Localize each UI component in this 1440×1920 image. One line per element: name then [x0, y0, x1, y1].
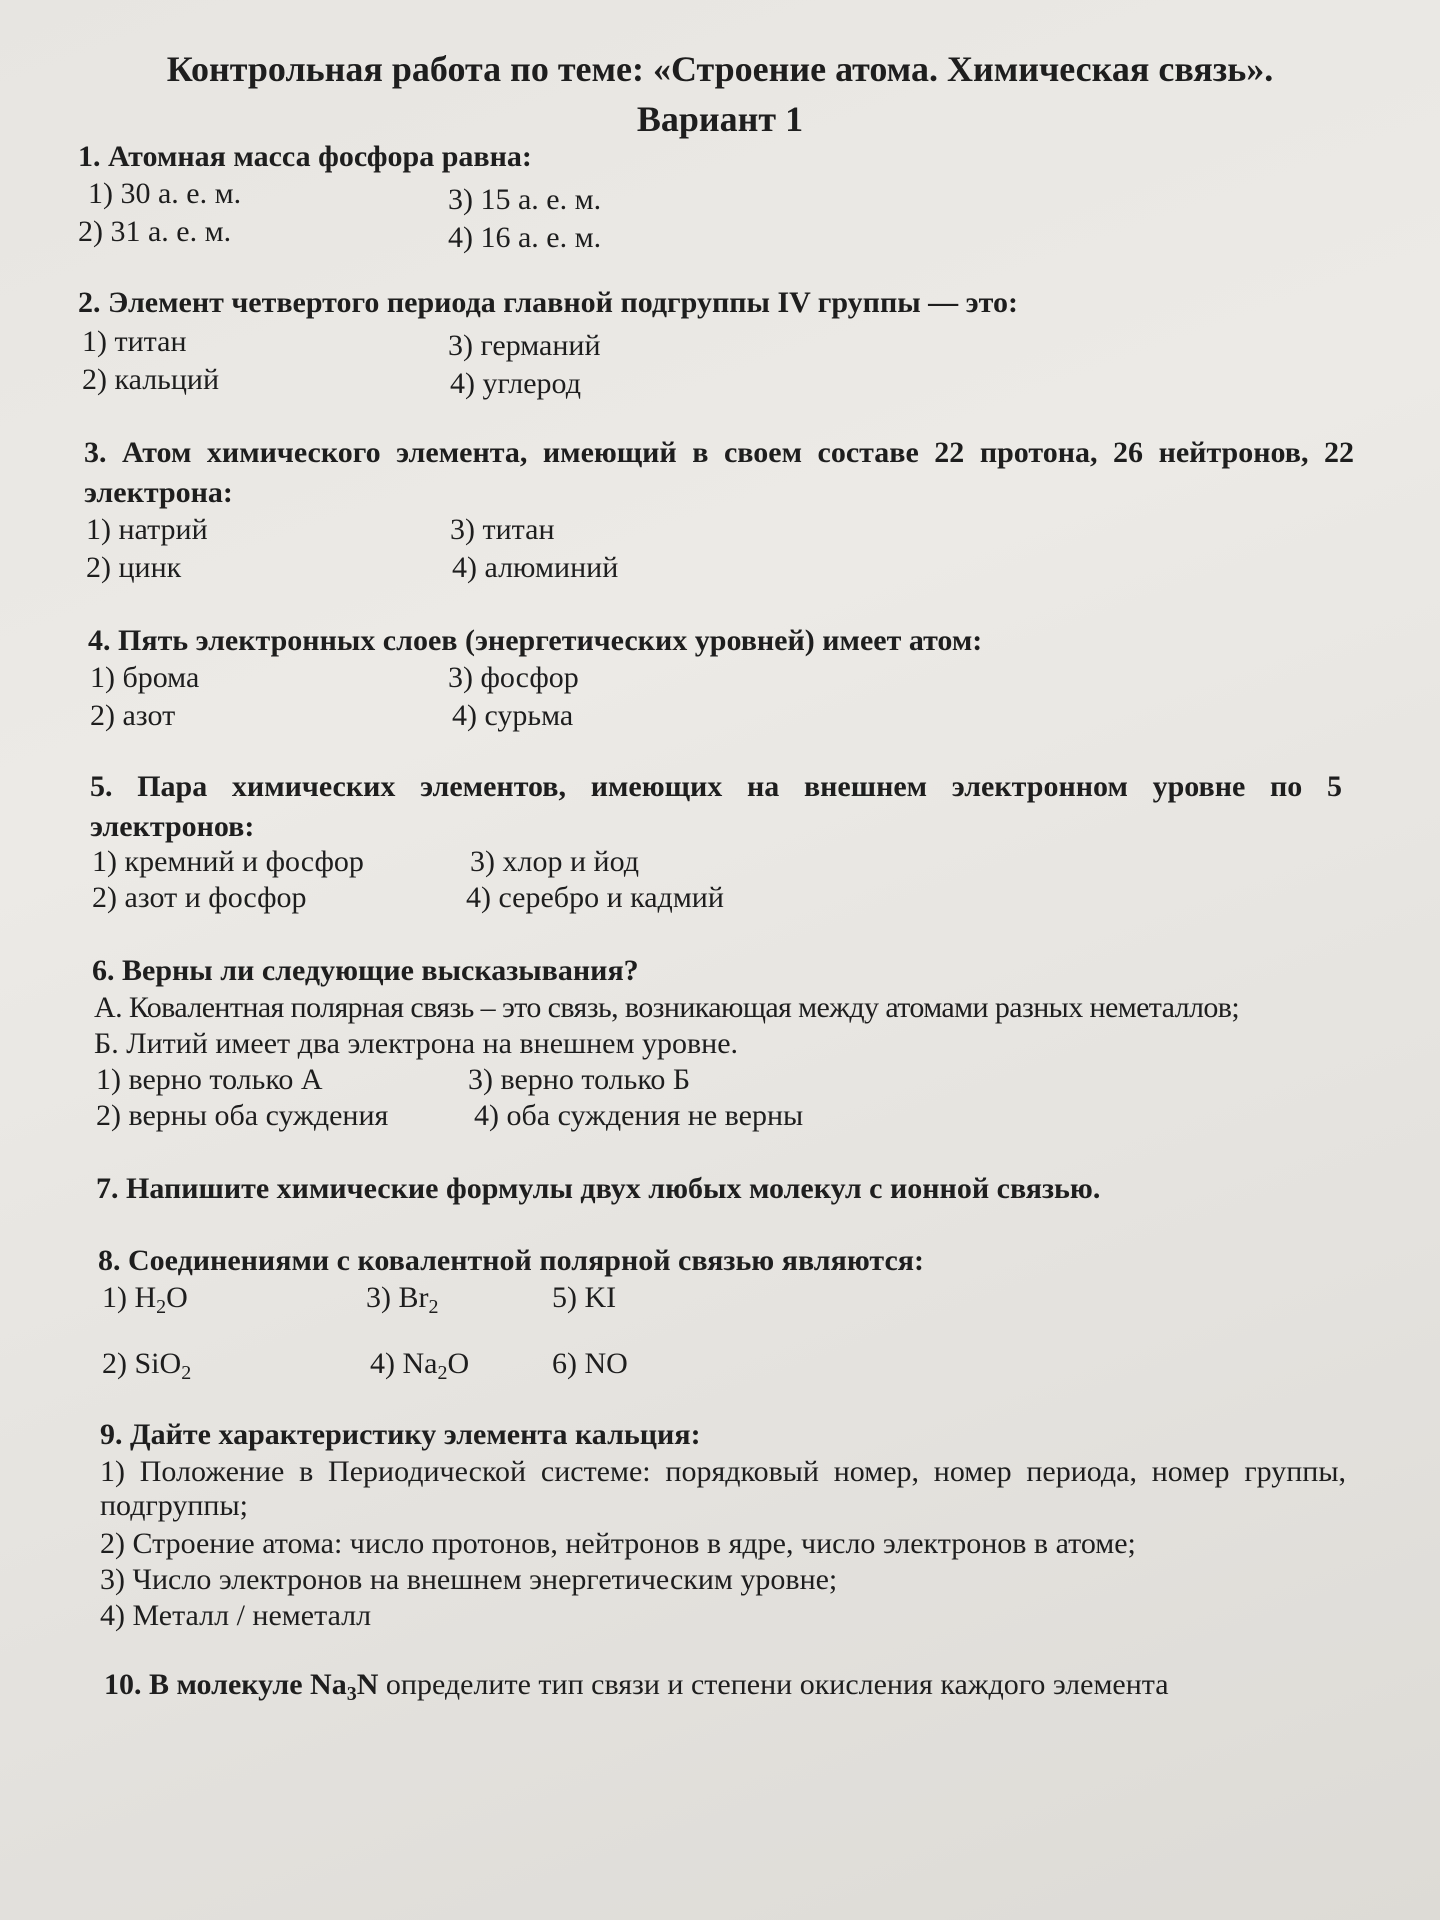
q3-option-3: 3) титан	[450, 513, 555, 546]
q8-option-2-subscript: 2	[181, 1362, 192, 1384]
question-5-line-1: 5. Пара химических элементов, имеющих на внешнем электронном уровне по 5	[90, 770, 1342, 803]
q8-option-2-prefix: 2) SiO	[102, 1347, 182, 1380]
q3-option-1: 1) натрий	[86, 513, 208, 546]
q8-option-4-prefix: 4) Na	[370, 1347, 438, 1380]
q9-item-1-line-2: подгруппы;	[100, 1489, 248, 1522]
q8-option-6	[552, 1346, 628, 1382]
worksheet-title: Контрольная работа по теме: «Строение атома. Химическая связь».	[166, 49, 1274, 89]
q9-item-1-line-1: 1) Положение в Периодической системе: порядковый номер, номер периода, номер группы,	[100, 1455, 1346, 1488]
q6-option-2: 2) верны оба суждения	[96, 1099, 389, 1132]
q8-option-2	[102, 1346, 191, 1382]
q1-option-1: 1) 30 а. е. м.	[88, 177, 242, 210]
q8-option-1-suffix: O	[166, 1281, 188, 1314]
q10-bold-suffix: N	[356, 1668, 379, 1701]
q1-option-2: 2) 31 а. е. м.	[78, 215, 232, 248]
q6-statement-a: А. Ковалентная полярная связь – это связь, возникающая между атомами разных неметаллов;	[94, 991, 1240, 1024]
q8-option-3-prefix: 3) Br	[366, 1281, 429, 1314]
q6-option-1: 1) верно только А	[96, 1063, 323, 1096]
q2-option-3: 3) германий	[448, 329, 601, 362]
q3-option-4: 4) алюминий	[452, 551, 619, 584]
q3-option-2: 2) цинк	[86, 551, 182, 584]
q10-rest: определите тип связи и степени окисления каждого элемента	[378, 1668, 1169, 1701]
q8-option-1-prefix: 1) H	[102, 1281, 157, 1314]
q5-option-4: 4) серебро и кадмий	[466, 881, 724, 914]
q2-option-1: 1) титан	[82, 325, 187, 358]
q8-option-1-subscript: 2	[156, 1296, 167, 1318]
q2-option-2: 2) кальций	[82, 363, 220, 396]
q8-option-6-prefix: 6) NO	[552, 1347, 628, 1380]
q10-subscript: 3	[346, 1683, 357, 1705]
question-8: 8. Соединениями с ковалентной полярной связью являются:	[98, 1244, 924, 1277]
q5-option-1: 1) кремний и фосфор	[92, 845, 364, 878]
q8-option-4-subscript: 2	[437, 1362, 448, 1384]
q5-option-2: 2) азот и фосфор	[92, 881, 307, 914]
q8-option-3	[366, 1280, 439, 1316]
q4-option-2: 2) азот	[90, 699, 176, 732]
q4-option-3: 3) фосфор	[448, 661, 579, 694]
question-1: 1. Атомная масса фосфора равна:	[78, 140, 532, 173]
question-10	[104, 1668, 1169, 1705]
variant-label: Вариант 1	[636, 99, 804, 139]
q6-option-3: 3) верно только Б	[468, 1063, 691, 1096]
question-6: 6. Верны ли следующие высказывания?	[92, 954, 639, 987]
question-5-line-2: электронов:	[90, 810, 255, 843]
q2-option-4: 4) углерод	[450, 367, 581, 400]
q8-option-4	[370, 1346, 469, 1382]
question-3-line-2: электрона:	[84, 476, 233, 509]
question-2: 2. Элемент четвертого периода главной подгруппы IV группы — это:	[78, 286, 1018, 319]
q8-option-4-suffix: O	[447, 1347, 470, 1380]
q5-option-3: 3) хлор и йод	[470, 845, 639, 878]
q6-option-4: 4) оба суждения не верны	[474, 1099, 804, 1132]
q1-option-3: 3) 15 а. е. м.	[448, 183, 602, 216]
q6-statement-b: Б. Литий имеет два электрона на внешнем уровне.	[94, 1027, 739, 1060]
q8-option-5	[552, 1280, 616, 1316]
question-7: 7. Напишите химические формулы двух любых молекул с ионной связью.	[96, 1172, 1101, 1205]
q8-option-1	[102, 1280, 188, 1316]
q1-option-4: 4) 16 а. е. м.	[448, 221, 602, 254]
q8-option-5-prefix: 5) KI	[552, 1281, 617, 1314]
question-3-line-1: 3. Атом химического элемента, имеющий в своем составе 22 протона, 26 нейтронов, 22	[84, 436, 1354, 469]
q4-option-4: 4) сурьма	[452, 699, 574, 732]
q9-item-3: 3) Число электронов на внешнем энергетическим уровне;	[100, 1563, 838, 1596]
q8-option-3-subscript: 2	[428, 1296, 439, 1318]
q9-item-2: 2) Строение атома: число протонов, нейтронов в ядре, число электронов в атоме;	[100, 1527, 1136, 1560]
question-4: 4. Пять электронных слоев (энергетических уровней) имеет атом:	[88, 624, 983, 657]
q10-bold-part: 10. В молекуле Na	[104, 1668, 347, 1701]
q4-option-1: 1) брома	[90, 661, 200, 694]
q9-item-4: 4) Металл / неметалл	[100, 1599, 372, 1632]
question-9: 9. Дайте характеристику элемента кальция:	[100, 1418, 701, 1451]
